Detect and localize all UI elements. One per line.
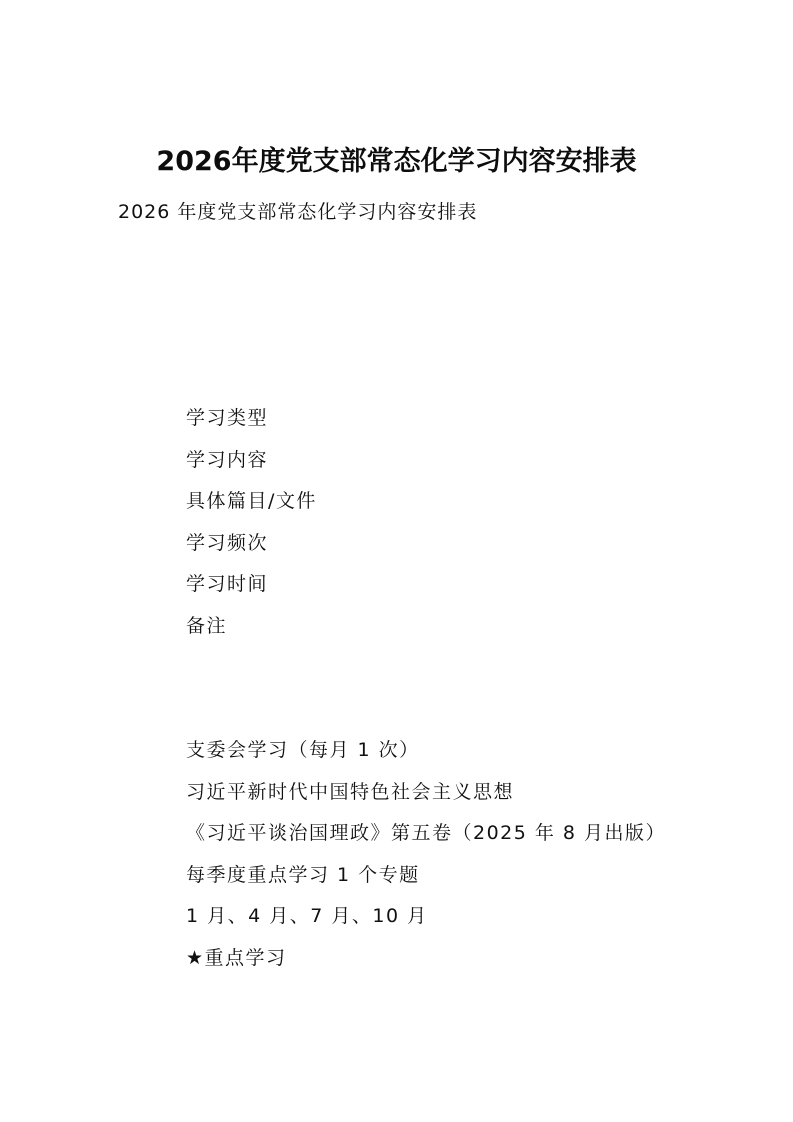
header-cell-study-content: 学习内容 xyxy=(186,448,269,471)
document-subtitle: 2026 年度党支部常态化学习内容安排表 xyxy=(118,201,478,223)
header-cell-remarks: 备注 xyxy=(186,614,228,637)
table-row xyxy=(186,730,666,980)
header-cell-study-time: 学习时间 xyxy=(186,573,269,596)
row-cell-study-frequency: 每季度重点学习 1 个专题 xyxy=(186,863,420,886)
header-cell-study-type: 学习类型 xyxy=(186,407,269,429)
row-cell-study-time: 1 月、4 月、7 月、10 月 xyxy=(186,905,428,928)
header-cell-study-frequency: 学习频次 xyxy=(186,531,269,554)
row-cell-study-content: 习近平新时代中国特色社会主义思想 xyxy=(186,780,515,803)
row-cell-remarks: ★重点学习 xyxy=(186,946,287,969)
document-title: 2026年度党支部常态化学习内容安排表 xyxy=(156,146,637,178)
header-cell-specific-document: 具体篇目/文件 xyxy=(186,490,317,513)
table-header xyxy=(186,398,317,648)
row-cell-specific-document: 《习近平谈治国理政》第五卷（2025 年 8 月出版） xyxy=(186,822,667,845)
row-cell-study-type: 支委会学习（每月 1 次） xyxy=(186,739,420,761)
